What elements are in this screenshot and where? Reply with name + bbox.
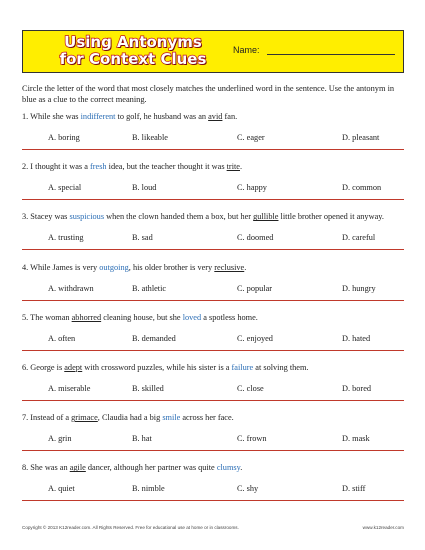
worksheet-title — [23, 34, 243, 68]
question-8 — [22, 462, 407, 494]
question-text — [22, 312, 407, 323]
answer-option-b[interactable]: B. skilled — [132, 384, 164, 393]
answer-options — [22, 383, 407, 394]
question-text-part: at solving them. — [253, 363, 309, 372]
name-field-line[interactable] — [267, 54, 395, 55]
question-text-part: . — [240, 463, 243, 473]
question-text-part: 7. Instead of a — [22, 413, 72, 423]
copyright-footer: Copyright © 2013 K12reader.com. All Rights Reserved. Free for educational use at home or in classrooms. — [22, 525, 239, 530]
answer-options — [22, 182, 407, 193]
divider-line — [22, 199, 404, 200]
answer-option-c[interactable]: C. doomed — [237, 233, 274, 243]
question-text-part: 6. George is — [22, 363, 65, 372]
website-footer: www.k12reader.com — [362, 525, 404, 530]
divider-line — [22, 400, 404, 401]
question-text-part: 1. While she was — [22, 112, 81, 121]
answer-options — [22, 232, 407, 243]
answer-option-d[interactable]: D. mask — [342, 434, 370, 444]
question-text-part: 8. She was an — [22, 463, 70, 473]
question-text-part: across her face. — [180, 413, 234, 423]
question-text — [22, 111, 407, 122]
question-text-part: 5. The woman — [22, 312, 72, 322]
target-word: abhorred — [71, 312, 102, 322]
question-4 — [22, 262, 407, 293]
antonym-clue: clumsy — [216, 463, 241, 473]
answer-option-b[interactable]: B. loud — [132, 183, 157, 193]
question-text-part: with crossword puzzles, while his sister is a — [82, 363, 232, 372]
answer-option-c[interactable]: C. enjoyed — [237, 333, 273, 343]
question-text-part: to golf, he husband was an — [115, 112, 209, 121]
answer-option-c[interactable]: C. frown — [237, 434, 267, 444]
question-text-part: little brother opened it anyway. — [278, 212, 384, 222]
answer-option-b[interactable]: B. likeable — [132, 133, 168, 142]
question-text-part: a spotless home. — [201, 312, 258, 322]
answer-option-d[interactable]: D. pleasant — [342, 133, 380, 142]
question-text-part: 3. Stacey was — [22, 212, 70, 222]
target-word: grimace — [71, 413, 98, 423]
answer-option-a[interactable]: A. quiet — [48, 484, 75, 494]
answer-option-d[interactable]: D. common — [342, 183, 382, 193]
target-word: reclusive — [214, 262, 245, 272]
answer-options — [22, 132, 407, 143]
antonym-clue: indifferent — [80, 112, 116, 121]
answer-option-c[interactable]: C. popular — [237, 283, 273, 293]
question-text-part: cleaning house, but she — [101, 312, 183, 322]
question-text — [22, 211, 407, 222]
divider-line — [22, 500, 404, 501]
answer-options — [22, 433, 407, 444]
divider-line — [22, 350, 404, 351]
divider-line — [22, 249, 404, 250]
answer-option-d[interactable]: D. bored — [342, 384, 372, 393]
target-word: gullible — [253, 212, 279, 222]
answer-option-b[interactable]: B. demanded — [132, 333, 176, 343]
answer-option-d[interactable]: D. hated — [342, 333, 371, 343]
question-text — [22, 362, 407, 373]
question-text — [22, 161, 407, 172]
answer-option-d[interactable]: D. stiff — [342, 484, 366, 494]
instructions: Circle the letter of the word that most closely matches the underlined word in the sentence. Use the antonym in blue as a clue to the correct meaning. — [22, 84, 395, 104]
question-text-part: dancer, although her partner was quite — [85, 463, 217, 473]
answer-option-c[interactable]: C. happy — [237, 183, 267, 193]
answer-option-a[interactable]: A. often — [48, 333, 76, 343]
name-label: Name: — [233, 45, 260, 55]
antonym-clue: failure — [231, 363, 254, 372]
question-text-part: idea, but the teacher thought it was — [106, 162, 227, 172]
question-3 — [22, 211, 407, 243]
question-text-part: when the clown handed them a box, but her — [104, 212, 254, 222]
answer-options — [22, 483, 407, 494]
title-line-1: Using Antonyms — [64, 33, 202, 51]
antonym-clue: suspicious — [69, 212, 105, 222]
answer-option-b[interactable]: B. sad — [132, 233, 153, 243]
divider-line — [22, 450, 404, 451]
title-line-2: for Context Clues — [59, 50, 207, 68]
question-text — [22, 462, 407, 473]
antonym-clue: outgoing — [99, 262, 129, 272]
question-7 — [22, 412, 407, 444]
target-word: adept — [64, 363, 83, 372]
antonym-clue: smile — [162, 413, 181, 423]
question-text — [22, 262, 407, 273]
target-word: trite — [226, 162, 240, 172]
question-text-part: . — [244, 262, 247, 272]
question-text-part: 4. While James is very — [22, 262, 100, 272]
question-text-part: , Claudia had a big — [97, 413, 163, 423]
answer-option-a[interactable]: A. trusting — [48, 233, 84, 243]
answer-option-a[interactable]: A. miserable — [48, 384, 91, 393]
question-2 — [22, 161, 407, 193]
antonym-clue: loved — [182, 312, 202, 322]
question-text-part: 2. I thought it was a — [22, 162, 90, 172]
answer-options — [22, 283, 407, 294]
answer-option-b[interactable]: B. athletic — [132, 283, 167, 293]
question-text-part: , his older brother is very — [128, 262, 215, 272]
question-1 — [22, 111, 407, 142]
question-text-part: . — [240, 162, 243, 172]
question-text — [22, 412, 407, 423]
target-word: agile — [69, 463, 86, 473]
answer-option-c[interactable]: C. shy — [237, 484, 259, 494]
answer-option-d[interactable]: D. careful — [342, 233, 376, 243]
answer-option-d[interactable]: D. hungry — [342, 283, 376, 293]
answer-option-a[interactable]: A. grin — [48, 434, 72, 444]
answer-option-b[interactable]: B. nimble — [132, 484, 165, 494]
answer-option-c[interactable]: C. close — [237, 384, 264, 393]
answer-option-a[interactable]: A. special — [48, 183, 82, 193]
target-word: avid — [208, 112, 223, 121]
header-banner — [22, 30, 404, 73]
answer-option-b[interactable]: B. hat — [132, 434, 152, 444]
antonym-clue: fresh — [89, 162, 107, 172]
answer-option-a[interactable]: A. boring — [48, 133, 80, 142]
answer-option-c[interactable]: C. eager — [237, 133, 265, 142]
divider-line — [22, 300, 404, 301]
question-6 — [22, 362, 407, 393]
answer-option-a[interactable]: A. withdrawn — [48, 283, 94, 293]
divider-line — [22, 149, 404, 150]
answer-options — [22, 333, 407, 344]
question-text-part: fan. — [222, 112, 238, 121]
question-5 — [22, 312, 407, 343]
